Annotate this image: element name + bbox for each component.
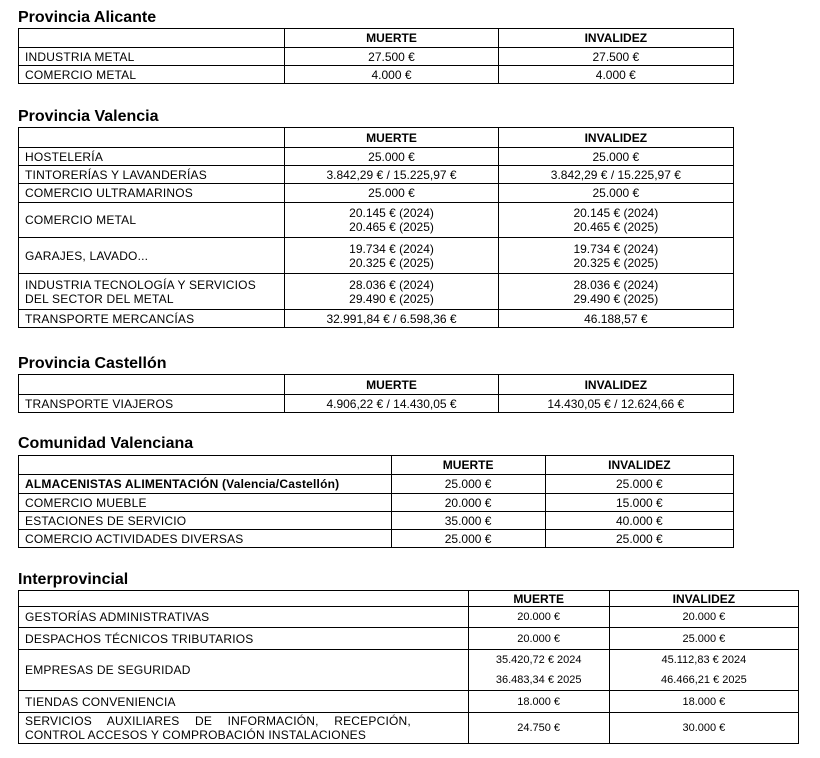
name-line: TRANSPORTE MERCANCÍAS [25, 311, 195, 326]
row-invalidez [609, 713, 798, 744]
row-name [19, 691, 469, 713]
name-line: CONTROL ACCESOS Y COMPROBACIÓN INSTALACIONES [25, 728, 367, 742]
header-blank-cell [19, 456, 392, 475]
value-line: 20.325 € (2025) [573, 255, 659, 270]
header-blank-cell [19, 128, 285, 148]
value-line: 25.000 € [682, 632, 726, 645]
value-line: 20.325 € (2025) [349, 255, 434, 270]
table-header-row [19, 29, 734, 48]
row-muerte [285, 148, 498, 166]
row-invalidez [609, 607, 798, 628]
row-muerte [468, 628, 609, 650]
value-line: 20.145 € (2024) [349, 206, 434, 220]
row-name: ALMACENISTAS ALIMENTACIÓN (Valencia/Castellón) [19, 475, 392, 494]
table-row [19, 148, 734, 166]
value-line: 20.000 € [517, 611, 561, 623]
row-muerte [468, 650, 609, 691]
table-castellon [18, 374, 734, 413]
row-name [19, 184, 285, 203]
row-muerte: 25.000 € [391, 475, 545, 494]
name-line: SERVICIOS AUXILIARES DE INFORMACIÓN, RECEPCIÓN, [25, 714, 411, 728]
row-name: INDUSTRIA METAL [19, 48, 285, 66]
table-header-row [19, 375, 734, 395]
value-line: 20.465 € (2025) [573, 220, 659, 234]
table-alicante [18, 28, 734, 84]
row-invalidez: 25.000 € [545, 475, 733, 494]
name-line: COMERCIO METAL [25, 213, 137, 227]
table-row [19, 494, 734, 512]
row-invalidez [609, 628, 798, 650]
row-name [19, 166, 285, 184]
row-invalidez: 40.000 € [545, 512, 733, 530]
table-row [19, 66, 734, 84]
header-invalidez: INVALIDEZ [498, 128, 733, 148]
value-line: 32.991,84 € / 6.598,36 € [326, 311, 457, 326]
row-name: ESTACIONES DE SERVICIO [19, 512, 392, 530]
row-invalidez [498, 166, 733, 184]
value-line: 3.842,29 € / 15.225,97 € [326, 167, 457, 182]
value-line: 28.036 € (2024) [573, 277, 659, 292]
row-invalidez [609, 650, 798, 691]
row-name [19, 274, 285, 310]
value-line: 29.490 € (2025) [573, 291, 659, 306]
row-muerte [285, 184, 498, 203]
header-blank-cell [19, 591, 469, 607]
value-line: 36.483,34 € 2025 [495, 674, 582, 686]
value-line: 28.036 € (2024) [349, 277, 434, 292]
name-line: DESPACHOS TÉCNICOS TRIBUTARIOS [25, 631, 254, 646]
header-invalidez: INVALIDEZ [498, 29, 733, 48]
row-invalidez [498, 148, 733, 166]
row-muerte [285, 203, 498, 238]
name-line: HOSTELERÍA [25, 149, 104, 164]
header-muerte: MUERTE [468, 591, 609, 607]
row-muerte: 27.500 € [285, 48, 498, 66]
table-row [19, 512, 734, 530]
row-name [19, 148, 285, 166]
table-header-row [19, 456, 734, 475]
table-row [19, 203, 734, 238]
row-invalidez [498, 310, 733, 328]
row-name [19, 238, 285, 274]
value-line: 46.466,21 € 2025 [661, 674, 747, 686]
table-header-row [19, 591, 799, 607]
name-line: DEL SECTOR DEL METAL [25, 291, 174, 306]
value-line: 25.000 € [368, 186, 415, 200]
row-muerte [285, 166, 498, 184]
row-name: COMERCIO ACTIVIDADES DIVERSAS [19, 530, 392, 548]
value-line: 25.000 € [368, 149, 415, 164]
header-blank-cell [19, 29, 285, 48]
row-muerte: 25.000 € [391, 530, 545, 548]
table-row [19, 475, 734, 494]
value-line: 3.842,29 € / 15.225,97 € [550, 167, 681, 182]
section-title-castellon: Provincia Castellón [18, 355, 167, 372]
table-row [19, 607, 799, 628]
table-row [19, 310, 734, 328]
row-muerte [285, 310, 498, 328]
row-muerte: 4.906,22 € / 14.430,05 € [285, 395, 498, 413]
row-name: COMERCIO MUEBLE [19, 494, 392, 512]
value-line: 35.420,72 € 2024 [495, 654, 582, 666]
table-row [19, 184, 734, 203]
row-invalidez [498, 203, 733, 238]
row-muerte [468, 691, 609, 713]
row-invalidez: 15.000 € [545, 494, 733, 512]
table-row [19, 628, 799, 650]
value-line: 18.000 € [682, 695, 726, 708]
value-line: 30.000 € [682, 722, 726, 734]
name-line: COMERCIO ULTRAMARINOS [25, 186, 193, 200]
name-line: INDUSTRIA TECNOLOGÍA Y SERVICIOS [25, 277, 256, 292]
header-muerte: MUERTE [285, 29, 498, 48]
value-line: 19.734 € (2024) [349, 241, 434, 256]
value-line: 45.112,83 € 2024 [661, 654, 747, 666]
row-muerte [285, 238, 498, 274]
row-invalidez: 14.430,05 € / 12.624,66 € [498, 395, 733, 413]
table-interprovincial [18, 590, 799, 744]
row-muerte [468, 713, 609, 744]
value-line: 20.000 € [517, 632, 561, 645]
value-line: 20.145 € (2024) [573, 206, 659, 220]
row-name [19, 607, 469, 628]
row-invalidez: 25.000 € [545, 530, 733, 548]
value-line: 18.000 € [517, 695, 561, 708]
section-title-interprovincial: Interprovincial [18, 571, 129, 588]
row-muerte: 20.000 € [391, 494, 545, 512]
name-line: GARAJES, LAVADO... [25, 248, 149, 263]
row-muerte [285, 274, 498, 310]
table-row [19, 238, 734, 274]
value-line: 29.490 € (2025) [349, 291, 434, 306]
header-muerte: MUERTE [285, 375, 498, 395]
table-row [19, 530, 734, 548]
section-title-valencia: Provincia Valencia [18, 108, 159, 125]
row-name [19, 310, 285, 328]
header-muerte: MUERTE [391, 456, 545, 475]
header-invalidez: INVALIDEZ [545, 456, 733, 475]
row-name: TRANSPORTE VIAJEROS [19, 395, 285, 413]
row-invalidez [498, 184, 733, 203]
table-row [19, 166, 734, 184]
row-invalidez [498, 238, 733, 274]
row-name [19, 203, 285, 238]
table-row [19, 48, 734, 66]
value-line: 46.188,57 € [584, 311, 648, 326]
row-invalidez [609, 691, 798, 713]
name-line: TINTORERÍAS Y LAVANDERÍAS [25, 167, 207, 182]
table-row [19, 274, 734, 310]
row-invalidez [498, 274, 733, 310]
table-comunidad [18, 455, 734, 548]
row-muerte: 35.000 € [391, 512, 545, 530]
value-line: 20.465 € (2025) [349, 220, 434, 234]
row-invalidez: 27.500 € [498, 48, 733, 66]
value-line: 20.000 € [682, 611, 726, 623]
section-title-alicante: Provincia Alicante [18, 9, 157, 26]
table-row [19, 713, 799, 744]
value-line: 25.000 € [592, 186, 640, 200]
table-header-row [19, 128, 734, 148]
header-invalidez: INVALIDEZ [609, 591, 798, 607]
value-line: 24.750 € [517, 722, 561, 734]
row-name [19, 650, 469, 691]
name-line: GESTORÍAS ADMINISTRATIVAS [25, 610, 210, 624]
header-blank-cell [19, 375, 285, 395]
header-invalidez: INVALIDEZ [498, 375, 733, 395]
table-row [19, 650, 799, 691]
row-muerte: 4.000 € [285, 66, 498, 84]
table-row [19, 395, 734, 413]
table-valencia [18, 127, 734, 328]
header-muerte: MUERTE [285, 128, 498, 148]
table-row [19, 691, 799, 713]
row-muerte [468, 607, 609, 628]
value-line: 19.734 € (2024) [573, 241, 659, 256]
row-name [19, 713, 469, 744]
name-line: TIENDAS CONVENIENCIA [25, 694, 176, 709]
value-line: 25.000 € [592, 149, 640, 164]
row-invalidez: 4.000 € [498, 66, 733, 84]
row-name [19, 628, 469, 650]
row-name: COMERCIO METAL [19, 66, 285, 84]
name-line: EMPRESAS DE SEGURIDAD [25, 663, 191, 677]
section-title-comunidad: Comunidad Valenciana [18, 435, 194, 452]
